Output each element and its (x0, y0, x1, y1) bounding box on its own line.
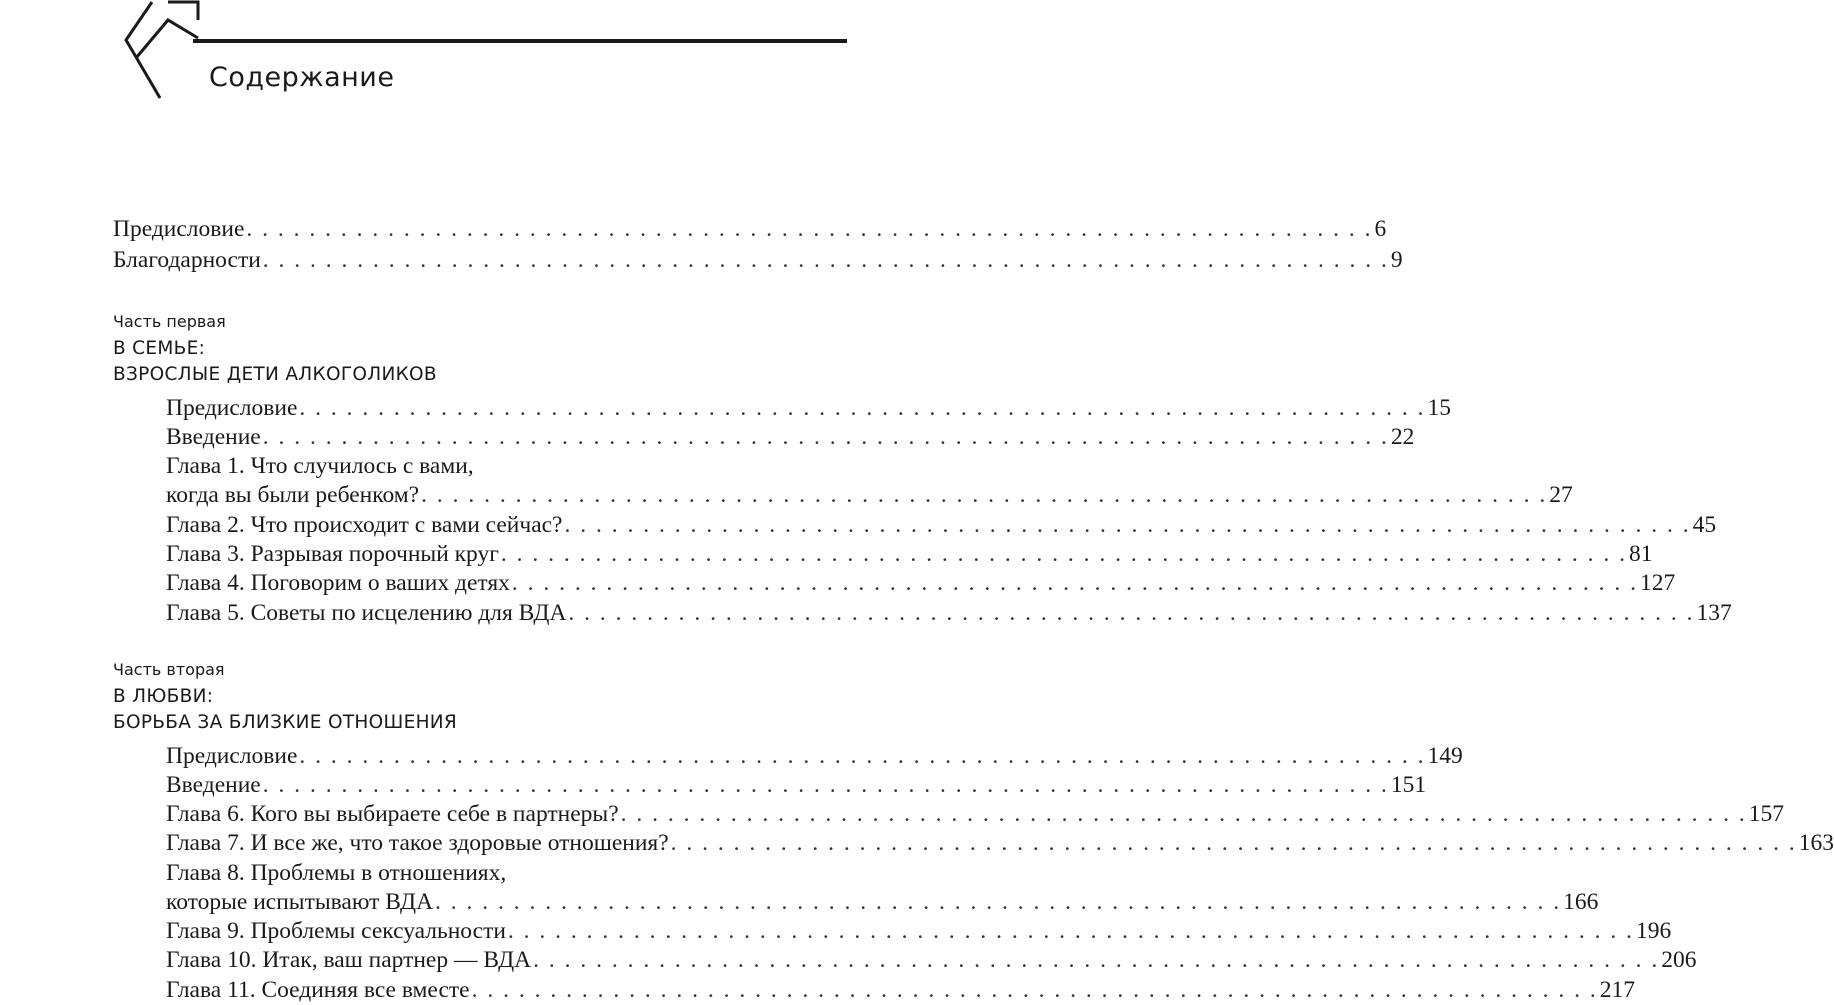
toc-entry (166, 510, 1717, 540)
part-title: В ЛЮБВИ: (113, 686, 214, 707)
toc-entry-first-line (166, 451, 474, 481)
toc-page-number: 27 (1549, 482, 1573, 508)
part-subtitle: ВЗРОСЛЫЕ ДЕТИ АЛКОГОЛИКОВ (113, 364, 437, 385)
toc-entry (166, 598, 1732, 628)
toc-leader-dots: . . . . . . . . . . . . . . . . . . . . . . . . . . . . . . . . . . . . . . . . . . . . . . . . . . . . . . . . . . . . . . . . . . . . . . . . (500, 541, 1628, 567)
toc-entry-title: Глава 1. Что случилось с вами, (166, 453, 474, 479)
toc-entry-title: Предисловие (166, 395, 298, 421)
toc-entry-title: Глава 6. Кого вы выбираете себе в партнеры? (166, 801, 619, 827)
toc-leader-dots: . . . . . . . . . . . . . . . . . . . . . . . . . . . . . . . . . . . . . . . . . . . . . . . . . . . . . . . . . . . . . . . . . . . . . . . . (568, 600, 1695, 626)
toc-leader-dots: . . . . . . . . . . . . . . . . . . . . . . . . . . . . . . . . . . . . . . . . . . . . . . . . . . . . . . . . . . . . . . . . . . . . . . . . (533, 947, 1660, 973)
toc-entry (166, 480, 1573, 510)
toc-leader-dots: . . . . . . . . . . . . . . . . . . . . . . . . . . . . . . . . . . . . . . . . . . . . . . . . . . . . . . . . . . . . . . . . . . . . . . . . (564, 512, 1691, 538)
toc-entry-title: Глава 9. Проблемы сексуальности (166, 918, 506, 944)
part-subtitle: БОРЬБА ЗА БЛИЗКИЕ ОТНОШЕНИЯ (113, 712, 458, 733)
toc-entry-first-line (166, 858, 506, 888)
toc-entry-title: Глава 11. Соединяя все вместе (166, 977, 470, 1003)
toc-leader-dots: . . . . . . . . . . . . . . . . . . . . . . . . . . . . . . . . . . . . . . . . . . . . . . . . . . . . . . . . . . . . . . . . . . . . . . . . (435, 889, 1562, 915)
toc-leader-dots: . . . . . . . . . . . . . . . . . . . . . . . . . . . . . . . . . . . . . . . . . . . . . . . . . . . . . . . . . . . . . . . . . . . . . . . . (299, 395, 1426, 421)
toc-leader-dots: . . . . . . . . . . . . . . . . . . . . . . . . . . . . . . . . . . . . . . . . . . . . . . . . . . . . . . . . . . . . . . . . . . . . . . . . (262, 247, 1389, 273)
toc-entry-title: Глава 5. Советы по исцелению для ВДА (166, 600, 567, 626)
toc-page-number: 6 (1374, 216, 1387, 242)
toc-entry-title: Глава 3. Разрывая порочный круг (166, 541, 499, 567)
toc-leader-dots: . . . . . . . . . . . . . . . . . . . . . . . . . . . . . . . . . . . . . . . . . . . . . . . . . . . . . . . . . . . . . . . . . . . . . . . . (670, 830, 1797, 856)
toc-entry (166, 975, 1635, 1005)
part-label: Часть первая (113, 312, 226, 331)
toc-entry (166, 539, 1653, 569)
toc-page-number: 127 (1640, 570, 1676, 596)
toc-page-number: 206 (1661, 947, 1697, 973)
toc-page-number: 157 (1748, 801, 1785, 827)
toc-leader-dots: . . . . . . . . . . . . . . . . . . . . . . . . . . . . . . . . . . . . . . . . . . . . . . . . . . . . . . . . . . . . . . . . . . . . . . . . (507, 918, 1635, 944)
toc-leader-dots: . . . . . . . . . . . . . . . . . . . . . . . . . . . . . . . . . . . . . . . . . . . . . . . . . . . . . . . . . . . . . . . . . . . . . . . . (262, 424, 1389, 450)
toc-leader-dots: . . . . . . . . . . . . . . . . . . . . . . . . . . . . . . . . . . . . . . . . . . . . . . . . . . . . . . . . . . . . . . . . . . . . . . . . (262, 772, 1389, 798)
toc-entry (113, 214, 1387, 244)
toc-page-number: 163 (1798, 830, 1834, 856)
part-title: В СЕМЬЕ: (113, 338, 206, 359)
toc-page-number: 45 (1692, 512, 1717, 538)
toc-page-number: 22 (1390, 424, 1415, 450)
toc-entry-title: когда вы были ребенком? (166, 482, 420, 508)
toc-leader-dots: . . . . . . . . . . . . . . . . . . . . . . . . . . . . . . . . . . . . . . . . . . . . . . . . . . . . . . . . . . . . . . . . . . . . . . . . (620, 801, 1747, 827)
toc-entry-title: Глава 7. И все же, что такое здоровые отношения? (166, 830, 669, 856)
toc-page-number: 15 (1427, 395, 1452, 421)
toc-page-number: 9 (1390, 247, 1403, 273)
toc-entry (166, 741, 1463, 771)
toc-page-number: 149 (1427, 743, 1463, 769)
toc-page-number: 166 (1563, 889, 1599, 915)
toc-entry-title: Предисловие (166, 743, 298, 769)
toc-entry-title: Глава 4. Поговорим о ваших детях (166, 570, 510, 596)
toc-page-number: 217 (1599, 977, 1635, 1003)
toc-entry (166, 799, 1785, 829)
page-title: Содержание (209, 62, 395, 93)
toc-leader-dots: . . . . . . . . . . . . . . . . . . . . . . . . . . . . . . . . . . . . . . . . . . . . . . . . . . . . . . . . . . . . . . . . . . . . . . . . (471, 977, 1598, 1003)
toc-entry (166, 887, 1599, 917)
toc-entry-title: Введение (166, 772, 261, 798)
part-label: Часть вторая (113, 660, 225, 679)
toc-entry-title: Благодарности (113, 247, 261, 273)
toc-entry (166, 568, 1676, 598)
toc-leader-dots: . . . . . . . . . . . . . . . . . . . . . . . . . . . . . . . . . . . . . . . . . . . . . . . . . . . . . . . . . . . . . . . . . . . . . . . . (421, 482, 1548, 508)
toc-page-number: 81 (1629, 541, 1653, 567)
toc-page-number: 137 (1696, 600, 1732, 626)
toc-leader-dots: . . . . . . . . . . . . . . . . . . . . . . . . . . . . . . . . . . . . . . . . . . . . . . . . . . . . . . . . . . . . . . . . . . . . . . . . (511, 570, 1639, 596)
toc-page-number: 196 (1636, 918, 1672, 944)
toc-page-number: 151 (1390, 772, 1427, 798)
toc-entry-title: Предисловие (113, 216, 245, 242)
toc-entry (113, 245, 1403, 275)
toc-entry (166, 945, 1697, 975)
toc-entry (166, 422, 1415, 452)
toc-entry (166, 393, 1452, 423)
toc-entry-title: Глава 10. Итак, ваш партнер — ВДА (166, 947, 532, 973)
toc-entry (166, 916, 1672, 946)
toc-entry-title: которые испытывают ВДА (166, 889, 434, 915)
toc-entry-title: Глава 8. Проблемы в отношениях, (166, 860, 507, 886)
toc-entry-title: Введение (166, 424, 261, 450)
toc-entry-title: Глава 2. Что происходит с вами сейчас? (166, 512, 563, 538)
toc-leader-dots: . . . . . . . . . . . . . . . . . . . . . . . . . . . . . . . . . . . . . . . . . . . . . . . . . . . . . . . . . . . . . . . . . . . . . . . . (246, 216, 1373, 242)
toc-leader-dots: . . . . . . . . . . . . . . . . . . . . . . . . . . . . . . . . . . . . . . . . . . . . . . . . . . . . . . . . . . . . . . . . . . . . . . . . (299, 743, 1426, 769)
toc-entry (166, 770, 1427, 800)
toc-entry (166, 828, 1834, 858)
